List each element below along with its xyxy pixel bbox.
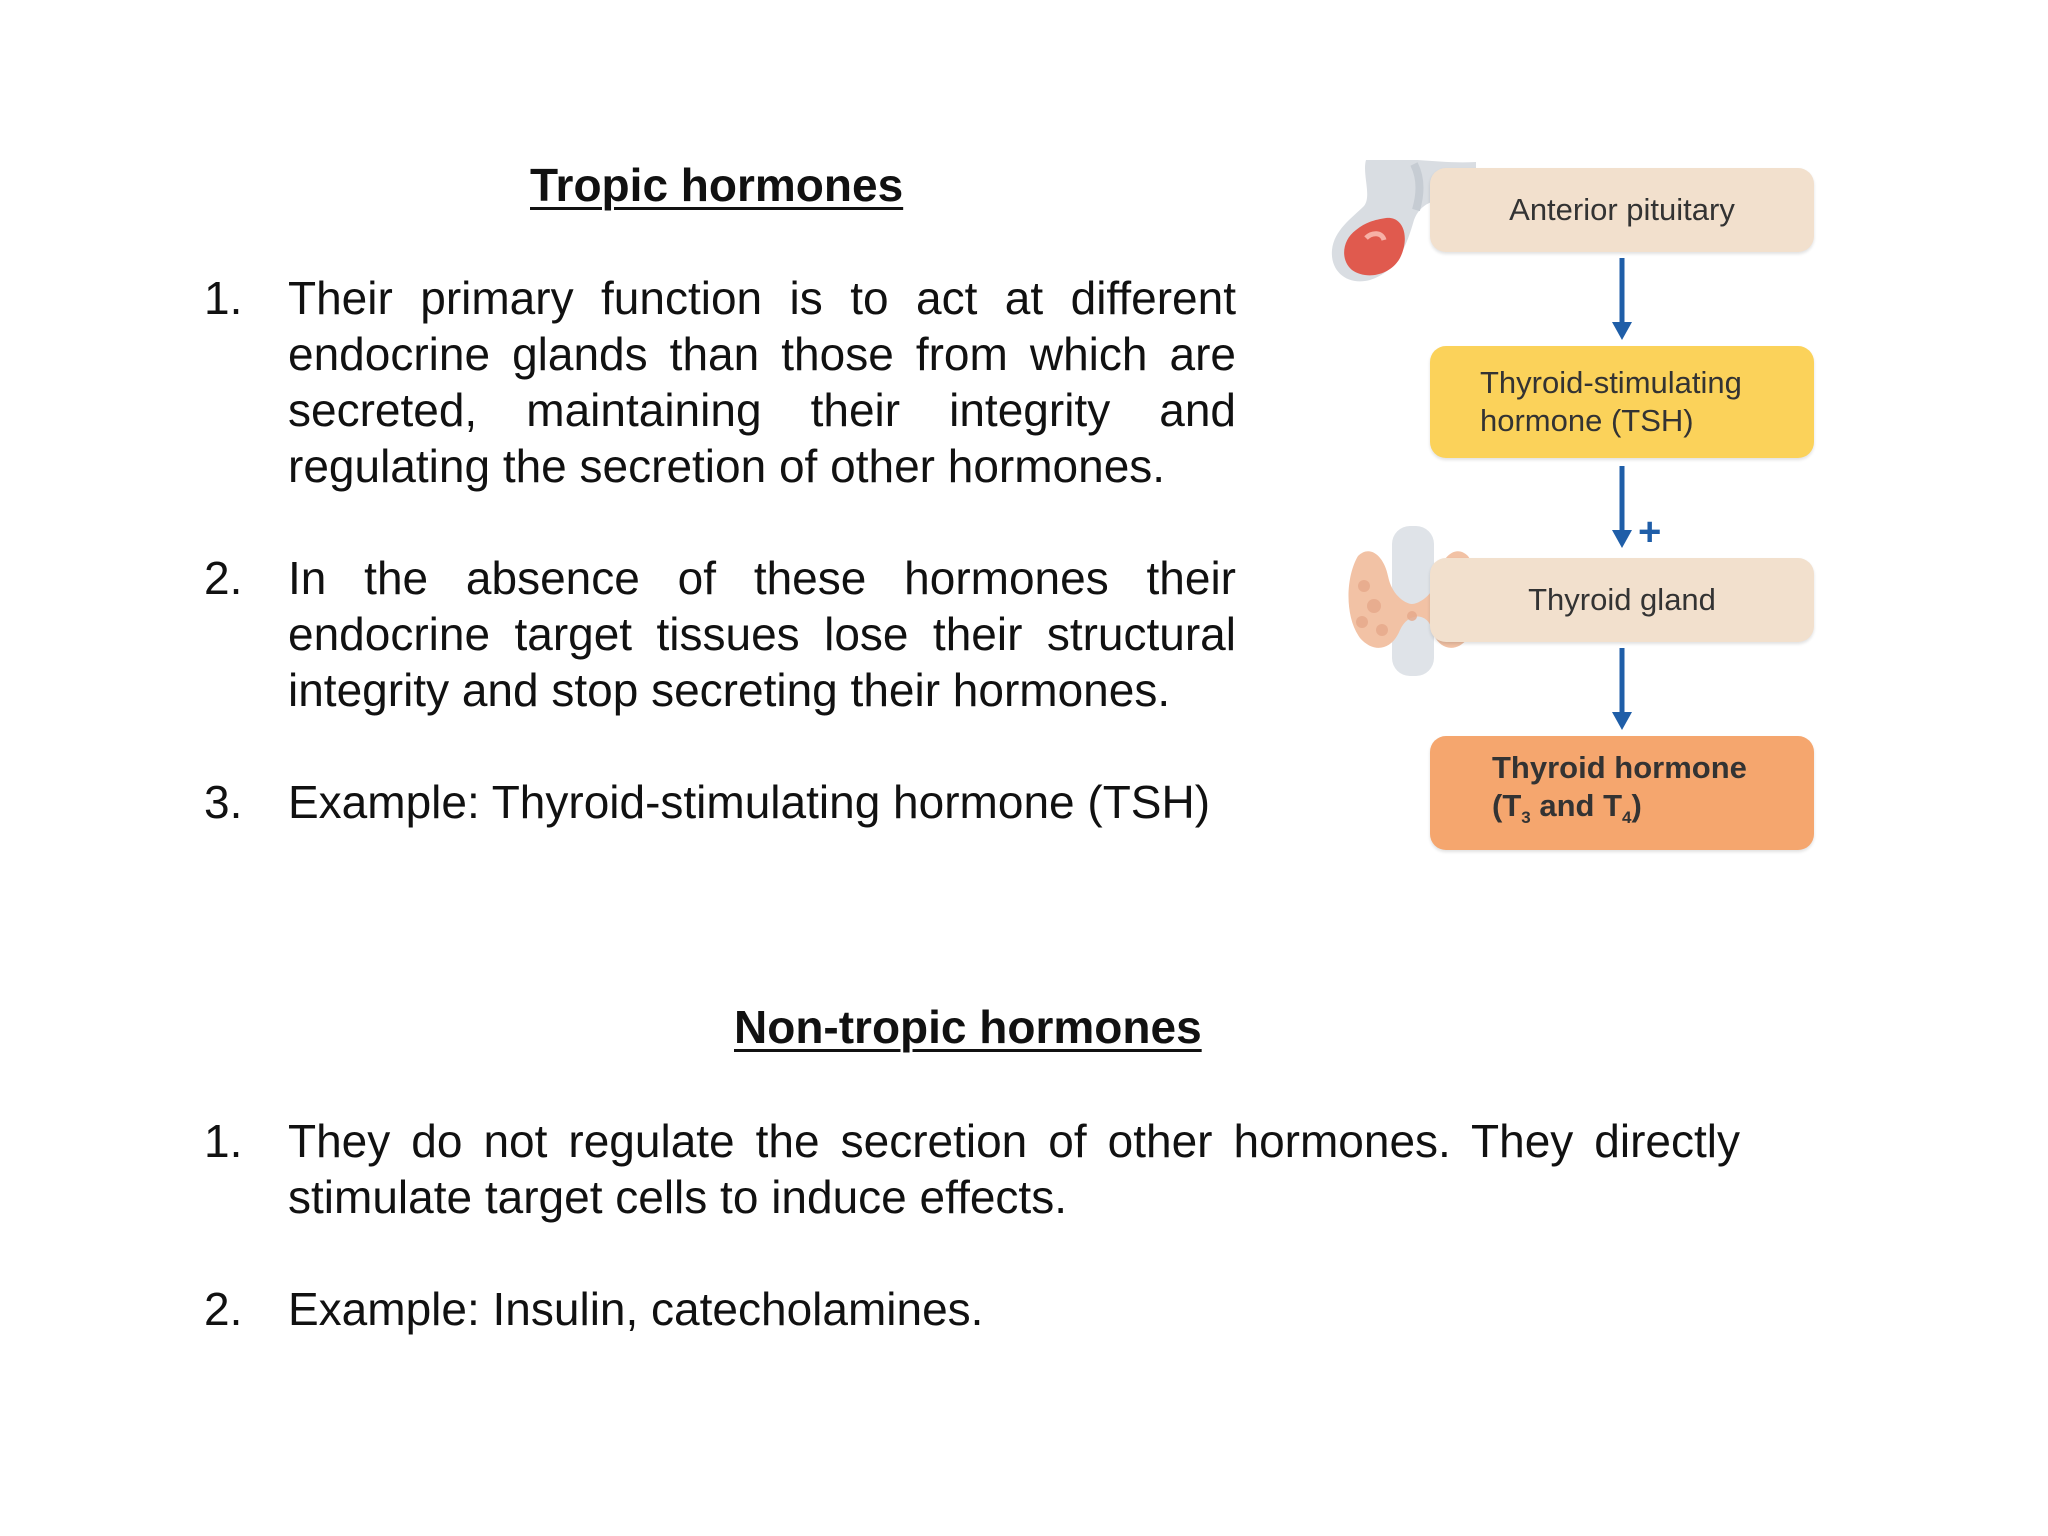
tsh-pathway-diagram xyxy=(1320,160,1820,860)
subscript: 4 xyxy=(1622,808,1632,828)
thyroid-hormone-label-line1: Thyroid hormone xyxy=(1492,749,1747,785)
item-text: In the absence of these hormones their endocrine target tissues lose their structural integrity and stop secreting their hormones. xyxy=(288,552,1236,716)
thyroid-gland-label: Thyroid gland xyxy=(1528,582,1716,617)
label-part: (T xyxy=(1492,787,1522,823)
item-number: 2. xyxy=(204,552,243,604)
item-number: 1. xyxy=(204,272,243,324)
item-number: 2. xyxy=(204,1283,243,1335)
tsh-label-line1: Thyroid-stimulating xyxy=(1480,365,1742,400)
list-item xyxy=(204,1281,1740,1337)
anterior-pituitary-label: Anterior pituitary xyxy=(1509,192,1735,227)
thyroid-hormone-box xyxy=(1430,736,1814,850)
item-number: 3. xyxy=(204,776,243,828)
thyroid-gland-box xyxy=(1430,558,1814,642)
list-item xyxy=(204,550,1236,718)
list-item xyxy=(204,270,1236,494)
arrow-down-icon xyxy=(1602,256,1642,342)
anterior-pituitary-box xyxy=(1430,168,1814,252)
nontropic-list xyxy=(204,1113,1740,1337)
arrow-down-icon xyxy=(1602,646,1642,732)
item-text: Example: Thyroid-stimulating hormone (TSH) xyxy=(288,776,1211,828)
tropic-heading: Tropic hormones xyxy=(530,159,904,211)
stimulation-plus-sign: + xyxy=(1638,510,1662,554)
nontropic-heading: Non-tropic hormones xyxy=(734,1001,1202,1053)
thyroid-hormone-label-line2 xyxy=(1492,787,1814,837)
label-part: and T xyxy=(1530,787,1623,823)
item-number: 1. xyxy=(204,1115,243,1167)
item-text: Example: Insulin, catecholamines. xyxy=(288,1283,984,1335)
subscript: 3 xyxy=(1521,808,1531,828)
tsh-box xyxy=(1430,346,1814,458)
list-item xyxy=(204,1113,1740,1225)
tsh-label-line2: hormone (TSH) xyxy=(1480,403,1694,438)
label-part: ) xyxy=(1631,787,1642,823)
item-text: Their primary function is to act at different endocrine glands than those from which are secreted, maintaining their integrity and regulating the secretion of other hormones. xyxy=(288,272,1236,492)
list-item xyxy=(204,774,1236,830)
tropic-list xyxy=(204,270,1236,830)
arrow-down-icon xyxy=(1602,464,1642,550)
item-text: They do not regulate the secretion of other hormones. They directly stimulate target cells to induce effects. xyxy=(288,1115,1740,1223)
